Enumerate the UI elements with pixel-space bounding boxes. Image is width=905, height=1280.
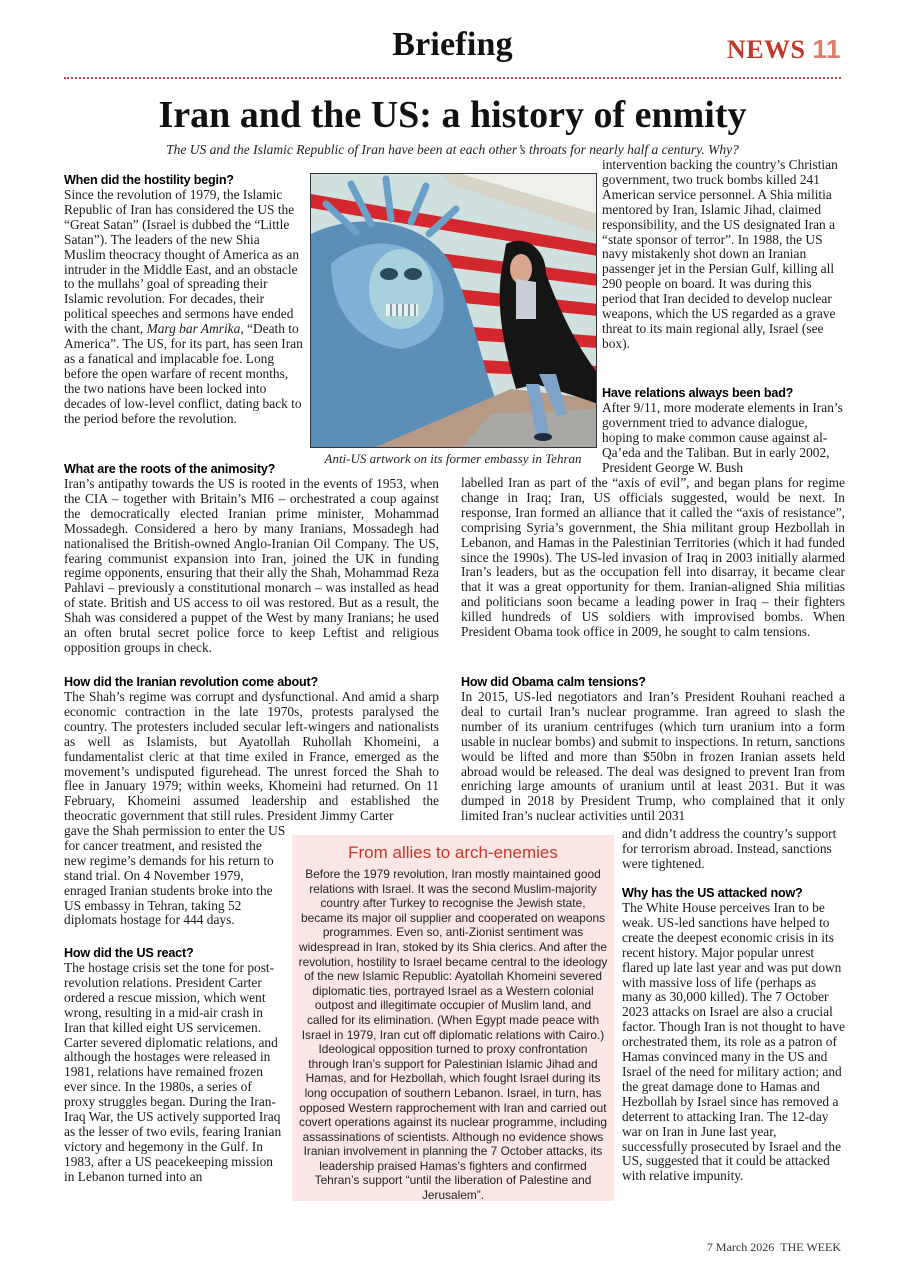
section-heading: What are the roots of the animosity? [64,462,276,476]
section-obama-continued [622,827,845,872]
section-heading: How did Obama calm tensions? [461,675,646,689]
section-body: gave the Shah permission to enter the US for cancer treatment, and resisted the new regime’s demands for his return to stand trial. On 4 November 1979, enraged Iranian students broke into the US embassy in Tehran, taking 52 diplomats hostage for 444 days. [64,823,286,928]
header-divider [64,77,841,79]
section-heading: How did the US react? [64,946,194,960]
embassy-mural-photo [310,173,597,448]
section-us-react [64,946,286,1185]
section-heading: Have relations always been bad? [602,386,794,400]
box-body: Before the 1979 revolution, Iran mostly maintained good relations with Israel. It was the second Muslim-majority country after Turkey to recognise the Jewish state, became its major oil supplier and cooperated on weapons programmes. Even so, anti-Zionist sentiment was widespread in Iran, stoked by its Shia clerics. And after the revolution, hostility to Israel became central to the ideology of the new Islamic Republic: Ayatollah Khomeini severed diplomatic ties, portrayed Israel as a Western colonial outpost and illegitimate occupier of Muslim land, and called for its elimination. (When Egypt made peace with Israel in 1979, Iran cut off diplomatic relations with Cairo.) Ideological opposition turned to proxy confrontation through Iran’s support for Palestinian Islamic Jihad and Hamas, and for Hezbollah, which fought Israel during its long occupation of southern Lebanon. Israel, in turn, has opposed Western rapprochement with Iran and carried out covert operations against its nuclear programme, including assassinations of scientists. Although no evidence shows Iranian involvement in planning the 7 October attacks, its leadership praised Hamas’s fighters and confirmed Tehran’s support “until the liberation of Palestine and Jerusalem”. [298,867,608,1203]
page-number: 11 [812,34,841,64]
footer-date: 7 March 2026 [706,1240,775,1254]
section-heading: How did the Iranian revolution come about? [64,675,318,689]
news-label-text: NEWS [726,35,806,64]
box-title: From allies to arch-enemies [348,843,558,862]
section-body: and didn’t address the country’s support for terrorism abroad. Instead, sanctions were tightened. [622,826,837,871]
section-obama [461,675,845,824]
section-relations-continued [461,476,845,640]
section-body: The hostage crisis set the tone for post-revolution relations. President Carter ordered a rescue mission, which went wrong, resulting in a mid-air crash in Iran that killed eight US servicemen. Carter severed diplomatic relations, and although the hostages were released in 1981, relations have remained frozen ever since. In the 1980s, a series of proxy struggles began. During the Iran-Iraq War, the US actively supported Iraq as the lesser of two evils, fearing Iranian victory and hegemony in the Gulf. In 1983, after a US peacekeeping mission in Lebanon turned into an [64,960,282,1184]
section-body-italic: Marg bar Amrika [146,321,241,337]
news-page-label [727,34,841,65]
section-body: After 9/11, more moderate elements in Iran’s government tried to advance dialogue, hoping to make common cause against al-Qa’eda and the Taliban. But in early 2002, President George W. Bush [602,400,843,475]
sidebar-box-allies-to-enemies [292,835,614,1201]
footer-publication: THE WEEK [780,1240,841,1254]
page-footer [707,1240,841,1255]
standfirst: The US and the Islamic Republic of Iran have been at each other’s throats for nearly half a century. Why? [166,142,739,157]
section-body: intervention backing the country’s Christian government, two truck bombs killed 241 American service personnel. A Shia militia mentored by Iran, Islamic Jihad, claimed responsibility, and the US designated Iran a “state sponsor of terror”. In 1988, the US navy mistakenly shot down an Iranian passenger jet in the Persian Gulf, killing all 290 people on board. It was during this period that Iran decided to develop nuclear weapons, which the US regarded as a grave threat to its main regional ally, Israel (see box). [602,157,838,351]
section-body: labelled Iran as part of the “axis of evil”, and began plans for regime change in Iraq; Iran, US officials suggested, would be next. In response, Iran formed an alliance that it called the “axis of resistance”, comprising Syria’s government, the Shia militant group Hezbollah in Lebanon, and Hamas in the Palestinian Territories (which it had funded since the 1990s). The US-led invasion of Iraq in 2003 initially alarmed Iran’s leaders, but as the occupation fell into disarray, it became clear that it was a great opportunity for them. Iranian-aligned Shia militias and politicians soon became a leading power in Iraq – their fighters killed hundreds of US soldiers with improvised bombs. When President Obama took office in 2009, he sought to calm tensions. [461,475,845,640]
section-body: The White House perceives Iran to be weak. US-led sanctions have helped to create the deepest economic crisis in its recent history. Major popular unrest flared up late last year and was put down with massive loss of life (perhaps as many as 30,000 killed). The 7 October 2023 attacks on Israel are also a crucial factor. Though Iran is not thought to have orchestrated them, its role as a patron of Hamas convinced many in the US and Israel of the need for military action; and the great damage done to Hamas and Hezbollah by Israel since has removed a deterrent to attacking Iran. The 12-day war on Iran in June last year, successfully prosecuted by Israel and the US, suggested that it could be attacked with relative impunity. [622,900,845,1184]
section-body: In 2015, US-led negotiators and Iran’s President Rouhani reached a deal to curtail Iran’s nuclear programme. Iran agreed to slash the number of its uranium centrifuges (which turn uranium into a form usable in nuclear bombs) and submit to inspections. In return, sanctions would be lifted and more than $50bn in frozen Iranian assets held abroad would be released. The deal was designed to prevent Iran from enriching large amounts of uranium until at least 2031. But it was dumped in 2018 by President Trump, who complained that it only limited Iran’s nuclear activities until 2031 [461,689,845,824]
mural-image-icon [311,174,597,448]
section-title: Briefing [392,26,513,63]
section-body: Since the revolution of 1979, the Islamic Republic of Iran has considered the US the “Great Satan” (Israel is dubbed the “Little Satan”). The leaders of the new Shia Muslim theocracy thought of America as an intruder in the Middle East, and an obstacle to the mullahs’ goal of spreading their Islamic revolution. For decades, their political speeches and sermons have ended with the chant, [64,187,300,337]
section-attacked-now [622,886,845,1184]
section-us-react-continued [602,158,845,352]
section-relations [602,386,845,476]
headline: Iran and the US: a history of enmity [158,94,747,136]
photo-caption: Anti-US artwork on its former embassy in Tehran [324,451,582,466]
section-heading: When did the hostility begin? [64,173,234,187]
section-revolution [64,675,439,824]
section-hostility [64,173,304,427]
section-heading: Why has the US attacked now? [622,886,803,900]
section-body: , “Death to America”. The US, for its part, has seen Iran as a fanatical and implacable foe. Long before the open warfare of recent months, the two nations have been locked into decades of low-level conflict, dating back to the period before the revolution. [64,321,303,426]
section-roots [64,462,439,656]
section-body: The Shah’s regime was corrupt and dysfunctional. And amid a sharp economic contraction in the late 1970s, protests paralysed the country. The protesters included secular left-wingers and nationalists as well as Islamists, but Ayatollah Ruhollah Khomeini, a fundamentalist cleric at that time exiled in France, emerged as the movement’s undisputed figurehead. The unrest forced the Shah to flee in January 1979; within weeks, Khomeini had returned. On 11 February, Khomeini assumed leadership and established the theocratic government that still rules. President Jimmy Carter [64,689,439,824]
section-revolution-continued [64,824,286,928]
section-body: Iran’s antipathy towards the US is rooted in the events of 1953, when the CIA – together with Britain’s MI6 – orchestrated a coup against the democratically elected Iranian prime minister, Mohammad Mossadegh. Considered a hero by many Iranians, Mossadegh had nationalised the British-owned Anglo-Iranian Oil Company. The US, fearing communist expansion into Iran, joined the UK in funding regime opponents, ensuring that their ally the Shah, Mohammad Reza Pahlavi – previously a constitutional monarch – was installed as head of state. British and US access to oil was restored. But as a result, the Shah was considered a puppet of the West by many Iranians; he used an often brutal secret police force to keep Leftist and religious opposition groups in check. [64,476,439,655]
